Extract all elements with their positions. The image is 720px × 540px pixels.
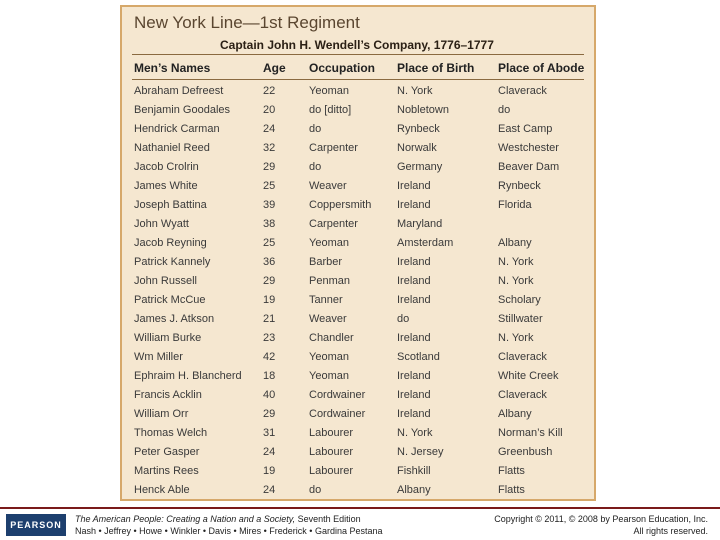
cell-name: Patrick McCue [134, 294, 206, 306]
cell-abode: Flatts [498, 484, 525, 496]
roster-panel [120, 5, 596, 501]
table-row [134, 348, 588, 367]
cell-abode: N. York [498, 256, 534, 268]
cell-birth: Ireland [397, 275, 431, 287]
cell-age: 40 [263, 389, 276, 401]
cell-name: Abraham Defreest [134, 85, 224, 97]
cell-name: Benjamin Goodales [134, 104, 231, 116]
cell-birth: Norwalk [397, 142, 437, 154]
cell-age: 19 [263, 294, 276, 306]
cell-age: 42 [263, 351, 276, 363]
cell-age: 19 [263, 465, 276, 477]
cell-name: Peter Gasper [134, 446, 200, 458]
cell-name: Francis Acklin [134, 389, 202, 401]
cell-abode: Florida [498, 199, 532, 211]
cell-occupation: do [309, 161, 322, 173]
table-row [134, 424, 588, 443]
cell-name: Martins Rees [134, 465, 199, 477]
cell-name: Hendrick Carman [134, 123, 220, 135]
header-age: Age [263, 61, 286, 75]
table-row [134, 196, 588, 215]
cell-occupation: Yeoman [309, 370, 349, 382]
roster-subtitle: Captain John H. Wendell’s Company, 1776–1777 [220, 38, 494, 52]
cell-name: Joseph Battina [134, 199, 207, 211]
cell-birth: Fishkill [397, 465, 431, 477]
cell-age: 21 [263, 313, 276, 325]
cell-name: Nathaniel Reed [134, 142, 210, 154]
cell-age: 24 [263, 446, 276, 458]
table-row [134, 405, 588, 424]
cell-abode: Westchester [498, 142, 559, 154]
cell-birth: Germany [397, 161, 443, 173]
cell-occupation: Tanner [309, 294, 343, 306]
cell-birth: Ireland [397, 180, 431, 192]
header-abode: Place of Abode [498, 61, 585, 75]
cell-birth: Rynbeck [397, 123, 440, 135]
cell-age: 29 [263, 408, 276, 420]
cell-age: 24 [263, 123, 276, 135]
cell-birth: Amsterdam [397, 237, 454, 249]
table-row [134, 386, 588, 405]
copyright [494, 513, 708, 537]
cell-birth: Maryland [397, 218, 443, 230]
cell-occupation: Weaver [309, 313, 347, 325]
cell-age: 38 [263, 218, 276, 230]
table-row [134, 272, 588, 291]
cell-age: 20 [263, 104, 276, 116]
cell-occupation: Yeoman [309, 237, 349, 249]
cell-abode: N. York [498, 332, 534, 344]
cell-abode: Norman’s Kill [498, 427, 563, 439]
cell-name: William Burke [134, 332, 202, 344]
cell-occupation: Weaver [309, 180, 347, 192]
roster-title: New York Line—1st Regiment [134, 13, 360, 32]
table-row [134, 177, 588, 196]
table-row [134, 462, 588, 481]
cell-abode: Albany [498, 237, 532, 249]
cell-age: 29 [263, 275, 276, 287]
cell-abode: N. York [498, 275, 534, 287]
cell-age: 39 [263, 199, 276, 211]
cell-birth: Ireland [397, 294, 431, 306]
cell-birth: N. Jersey [397, 446, 444, 458]
cell-birth: Ireland [397, 199, 431, 211]
pearson-logo: PEARSON [6, 514, 66, 536]
cell-name: Jacob Crolrin [134, 161, 199, 173]
header-rule [132, 79, 584, 80]
cell-abode: Flatts [498, 465, 525, 477]
cell-occupation: do [309, 123, 322, 135]
cell-age: 23 [263, 332, 276, 344]
cell-occupation: do [ditto] [309, 104, 352, 116]
cell-occupation: Chandler [309, 332, 354, 344]
table-row [134, 215, 588, 234]
top-rule [132, 54, 584, 55]
header-names: Men’s Names [134, 61, 211, 75]
cell-age: 25 [263, 180, 276, 192]
cell-occupation: Cordwainer [309, 389, 366, 401]
cell-name: Patrick Kannely [134, 256, 211, 268]
footer-divider [0, 507, 720, 509]
cell-occupation: Labourer [309, 465, 354, 477]
cell-occupation: do [309, 484, 322, 496]
cell-occupation: Labourer [309, 446, 354, 458]
book-authors: Nash • Jeffrey • Howe • Winkler • Davis • Mires • Frederick • Gardina Pestana [75, 526, 383, 536]
cell-name: James White [134, 180, 198, 192]
cell-name: Ephraim H. Blancherd [134, 370, 242, 382]
table-header [134, 59, 588, 78]
book-edition: Seventh Edition [295, 514, 361, 524]
cell-occupation: Yeoman [309, 85, 349, 97]
book-title: The American People: Creating a Nation and a Society, [75, 514, 296, 524]
table-row [134, 253, 588, 272]
cell-occupation: Coppersmith [309, 199, 372, 211]
cell-occupation: Barber [309, 256, 343, 268]
copyright-line: Copyright © 2011, © 2008 by Pearson Education, Inc. [494, 514, 708, 524]
cell-birth: Albany [397, 484, 431, 496]
table-row [134, 481, 588, 500]
cell-birth: do [397, 313, 410, 325]
rights-line: All rights reserved. [633, 526, 708, 536]
cell-occupation: Yeoman [309, 351, 349, 363]
cell-abode: do [498, 104, 511, 116]
cell-age: 32 [263, 142, 276, 154]
cell-occupation: Carpenter [309, 142, 358, 154]
cell-abode: Stillwater [498, 313, 543, 325]
cell-age: 29 [263, 161, 276, 173]
cell-name: John Russell [134, 275, 197, 287]
cell-birth: Ireland [397, 370, 431, 382]
cell-abode: Beaver Dam [498, 161, 560, 173]
table-row [134, 367, 588, 386]
table-row [134, 291, 588, 310]
table-row [134, 234, 588, 253]
cell-abode: Scholary [498, 294, 541, 306]
header-birth: Place of Birth [397, 61, 475, 75]
cell-birth: N. York [397, 85, 433, 97]
cell-occupation: Carpenter [309, 218, 358, 230]
cell-abode: White Creek [498, 370, 559, 382]
cell-abode: Claverack [498, 351, 547, 363]
cell-name: Jacob Reyning [134, 237, 207, 249]
cell-occupation: Labourer [309, 427, 354, 439]
cell-birth: Ireland [397, 408, 431, 420]
cell-name: John Wyatt [134, 218, 189, 230]
header-occupation: Occupation [309, 61, 376, 75]
table-row [134, 101, 588, 120]
cell-birth: Ireland [397, 332, 431, 344]
cell-age: 22 [263, 85, 276, 97]
cell-abode: East Camp [498, 123, 553, 135]
table-row [134, 82, 588, 101]
table-row [134, 310, 588, 329]
cell-abode: Claverack [498, 85, 547, 97]
cell-name: William Orr [134, 408, 189, 420]
cell-abode: Claverack [498, 389, 547, 401]
citation [75, 513, 383, 537]
table-row [134, 158, 588, 177]
cell-name: Henck Able [134, 484, 190, 496]
table-row [134, 139, 588, 158]
table-row [134, 120, 588, 139]
cell-occupation: Cordwainer [309, 408, 366, 420]
cell-age: 31 [263, 427, 276, 439]
cell-birth: Ireland [397, 389, 431, 401]
cell-occupation: Penman [309, 275, 350, 287]
cell-age: 25 [263, 237, 276, 249]
cell-birth: Scotland [397, 351, 440, 363]
cell-name: Wm Miller [134, 351, 183, 363]
table-row [134, 443, 588, 462]
cell-name: Thomas Welch [134, 427, 208, 439]
cell-name: James J. Atkson [134, 313, 215, 325]
cell-birth: Ireland [397, 256, 431, 268]
cell-birth: N. York [397, 427, 433, 439]
cell-abode: Rynbeck [498, 180, 541, 192]
table-row [134, 329, 588, 348]
cell-age: 18 [263, 370, 276, 382]
cell-abode: Albany [498, 408, 532, 420]
cell-birth: Nobletown [397, 104, 449, 116]
cell-age: 36 [263, 256, 276, 268]
cell-age: 24 [263, 484, 276, 496]
cell-abode: Greenbush [498, 446, 553, 458]
